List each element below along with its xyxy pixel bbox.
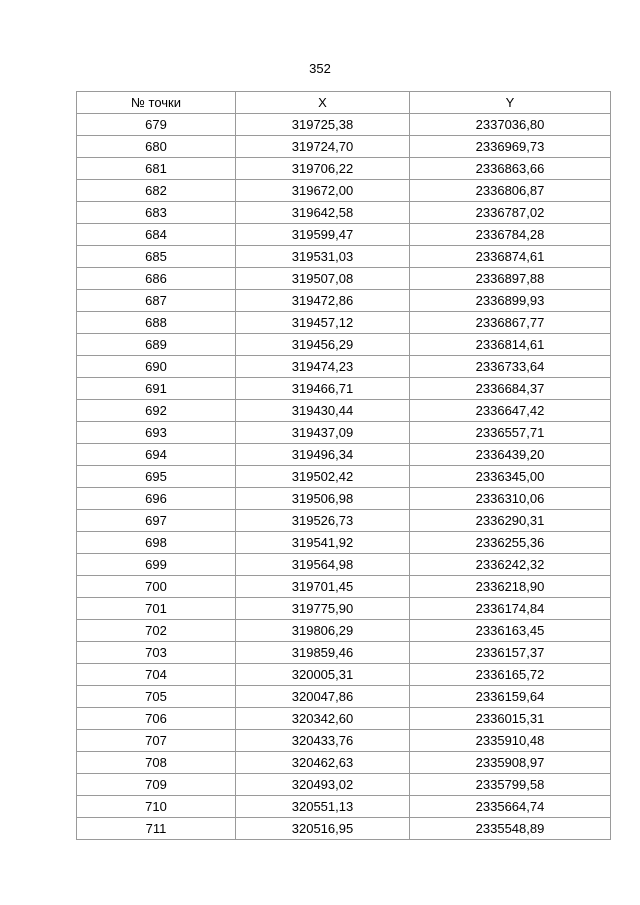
cell-y: 2336684,37	[410, 378, 611, 400]
cell-point-number: 711	[77, 818, 236, 840]
cell-x: 319672,00	[236, 180, 410, 202]
cell-x: 319437,09	[236, 422, 410, 444]
cell-x: 319472,86	[236, 290, 410, 312]
cell-x: 319859,46	[236, 642, 410, 664]
cell-y: 2336814,61	[410, 334, 611, 356]
table-row	[77, 730, 611, 752]
cell-point-number: 685	[77, 246, 236, 268]
cell-point-number: 698	[77, 532, 236, 554]
table-row	[77, 422, 611, 444]
cell-point-number: 699	[77, 554, 236, 576]
cell-y: 2337036,80	[410, 114, 611, 136]
cell-y: 2336863,66	[410, 158, 611, 180]
cell-x: 319599,47	[236, 224, 410, 246]
cell-x: 319456,29	[236, 334, 410, 356]
cell-y: 2336784,28	[410, 224, 611, 246]
table-row	[77, 532, 611, 554]
cell-y: 2335799,58	[410, 774, 611, 796]
cell-point-number: 696	[77, 488, 236, 510]
cell-x: 319725,38	[236, 114, 410, 136]
cell-point-number: 692	[77, 400, 236, 422]
cell-y: 2336255,36	[410, 532, 611, 554]
table-row	[77, 598, 611, 620]
cell-point-number: 695	[77, 466, 236, 488]
cell-point-number: 683	[77, 202, 236, 224]
cell-point-number: 701	[77, 598, 236, 620]
cell-y: 2336874,61	[410, 246, 611, 268]
cell-point-number: 703	[77, 642, 236, 664]
table-row	[77, 246, 611, 268]
cell-x: 319507,08	[236, 268, 410, 290]
cell-point-number: 709	[77, 774, 236, 796]
table-row	[77, 466, 611, 488]
cell-x: 319430,44	[236, 400, 410, 422]
cell-y: 2336290,31	[410, 510, 611, 532]
cell-point-number: 688	[77, 312, 236, 334]
cell-point-number: 708	[77, 752, 236, 774]
cell-point-number: 697	[77, 510, 236, 532]
cell-point-number: 706	[77, 708, 236, 730]
cell-x: 320516,95	[236, 818, 410, 840]
cell-x: 320462,63	[236, 752, 410, 774]
table-row	[77, 708, 611, 730]
cell-y: 2336899,93	[410, 290, 611, 312]
cell-x: 320005,31	[236, 664, 410, 686]
cell-y: 2336787,02	[410, 202, 611, 224]
table-row	[77, 664, 611, 686]
cell-point-number: 690	[77, 356, 236, 378]
cell-point-number: 704	[77, 664, 236, 686]
cell-y: 2336439,20	[410, 444, 611, 466]
cell-x: 319531,03	[236, 246, 410, 268]
cell-point-number: 705	[77, 686, 236, 708]
table-row	[77, 312, 611, 334]
table-row	[77, 136, 611, 158]
cell-x: 319457,12	[236, 312, 410, 334]
cell-y: 2336159,64	[410, 686, 611, 708]
cell-y: 2336163,45	[410, 620, 611, 642]
cell-y: 2336015,31	[410, 708, 611, 730]
cell-x: 319466,71	[236, 378, 410, 400]
table-row	[77, 444, 611, 466]
page-number: 352	[309, 61, 331, 76]
cell-x: 319506,98	[236, 488, 410, 510]
cell-x: 319526,73	[236, 510, 410, 532]
table-row	[77, 180, 611, 202]
table-row	[77, 642, 611, 664]
table-row	[77, 290, 611, 312]
cell-x: 320433,76	[236, 730, 410, 752]
table-row	[77, 818, 611, 840]
cell-x: 319642,58	[236, 202, 410, 224]
cell-y: 2336557,71	[410, 422, 611, 444]
cell-point-number: 702	[77, 620, 236, 642]
cell-point-number: 710	[77, 796, 236, 818]
cell-y: 2335910,48	[410, 730, 611, 752]
table-row	[77, 158, 611, 180]
cell-point-number: 684	[77, 224, 236, 246]
table-row	[77, 686, 611, 708]
cell-point-number: 686	[77, 268, 236, 290]
cell-y: 2336897,88	[410, 268, 611, 290]
cell-y: 2336242,32	[410, 554, 611, 576]
table-row	[77, 576, 611, 598]
cell-x: 320493,02	[236, 774, 410, 796]
table-row	[77, 796, 611, 818]
table-row	[77, 356, 611, 378]
cell-y: 2336647,42	[410, 400, 611, 422]
cell-y: 2336345,00	[410, 466, 611, 488]
cell-y: 2336218,90	[410, 576, 611, 598]
cell-x: 319474,23	[236, 356, 410, 378]
cell-x: 319775,90	[236, 598, 410, 620]
cell-y: 2336969,73	[410, 136, 611, 158]
table-row	[77, 114, 611, 136]
cell-x: 319701,45	[236, 576, 410, 598]
cell-point-number: 682	[77, 180, 236, 202]
header-point-number: № точки	[77, 92, 236, 114]
table-row	[77, 752, 611, 774]
cell-point-number: 694	[77, 444, 236, 466]
cell-y: 2335908,97	[410, 752, 611, 774]
cell-point-number: 693	[77, 422, 236, 444]
cell-y: 2335548,89	[410, 818, 611, 840]
header-y: Y	[410, 92, 611, 114]
cell-x: 319564,98	[236, 554, 410, 576]
cell-point-number: 691	[77, 378, 236, 400]
cell-point-number: 700	[77, 576, 236, 598]
cell-y: 2336733,64	[410, 356, 611, 378]
table-row	[77, 620, 611, 642]
table-row	[77, 378, 611, 400]
table-row	[77, 488, 611, 510]
cell-y: 2336157,37	[410, 642, 611, 664]
cell-y: 2336174,84	[410, 598, 611, 620]
cell-x: 319541,92	[236, 532, 410, 554]
cell-point-number: 680	[77, 136, 236, 158]
cell-point-number: 707	[77, 730, 236, 752]
table-header-row	[77, 92, 611, 114]
table-row	[77, 334, 611, 356]
cell-y: 2335664,74	[410, 796, 611, 818]
table-row	[77, 774, 611, 796]
cell-point-number: 681	[77, 158, 236, 180]
cell-point-number: 679	[77, 114, 236, 136]
table-row	[77, 554, 611, 576]
cell-y: 2336867,77	[410, 312, 611, 334]
cell-x: 320342,60	[236, 708, 410, 730]
table-row	[77, 400, 611, 422]
cell-x: 319496,34	[236, 444, 410, 466]
table-row	[77, 224, 611, 246]
table-row	[77, 268, 611, 290]
cell-x: 320551,13	[236, 796, 410, 818]
cell-point-number: 689	[77, 334, 236, 356]
coordinates-table	[76, 91, 611, 840]
cell-y: 2336806,87	[410, 180, 611, 202]
table-row	[77, 510, 611, 532]
cell-x: 319724,70	[236, 136, 410, 158]
cell-y: 2336165,72	[410, 664, 611, 686]
table-row	[77, 202, 611, 224]
cell-x: 320047,86	[236, 686, 410, 708]
cell-x: 319502,42	[236, 466, 410, 488]
cell-y: 2336310,06	[410, 488, 611, 510]
cell-x: 319806,29	[236, 620, 410, 642]
header-x: X	[236, 92, 410, 114]
cell-point-number: 687	[77, 290, 236, 312]
cell-x: 319706,22	[236, 158, 410, 180]
table-body	[77, 114, 611, 840]
